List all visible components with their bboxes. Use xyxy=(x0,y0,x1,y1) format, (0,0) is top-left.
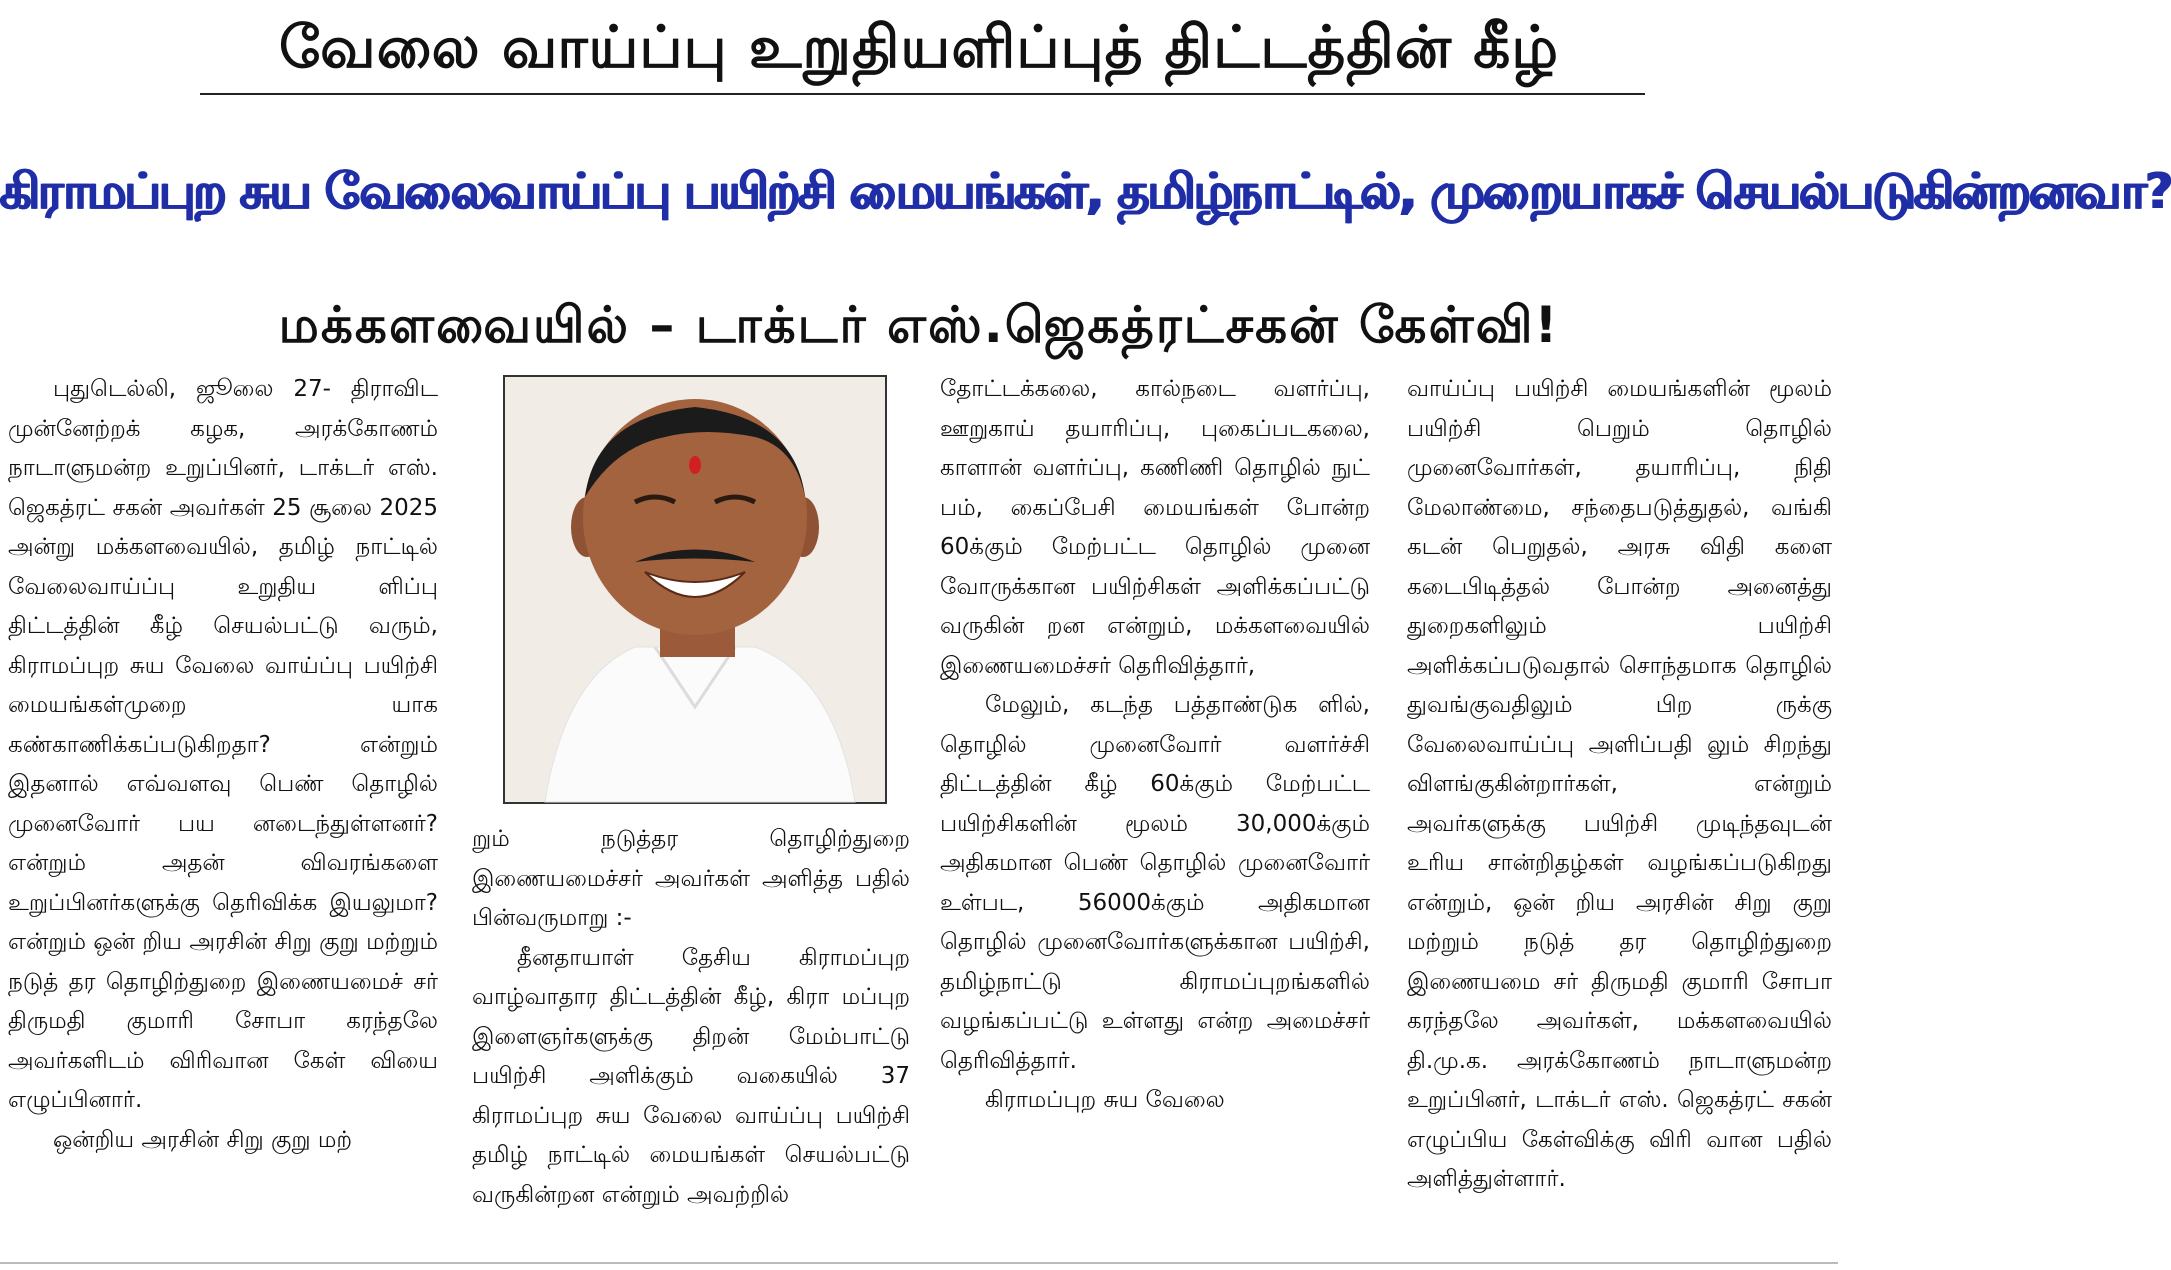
bottom-divider xyxy=(0,1262,1838,1264)
portrait-illustration xyxy=(505,377,885,802)
paragraph: தோட்டக்கலை, கால்நடை வளர்ப்பு, ஊறுகாய் தயாரிப்பு, புகைப்படகலை, காளான் வளர்ப்பு, கணிணி தொழில் நுட் பம், கைப்பேசி மையங்கள் போன்ற 60க்கும் மேற்பட்ட தொழில் முனை வோருக்கான பயிற்சிகள் அளிக்கப்பட்டு வருகின் றன என்றும், மக்களவையில் இணையமைச்சர் தெரிவித்தார், xyxy=(940,376,1370,679)
paragraph: தீனதாயாள் தேசிய கிராமப்புற வாழ்வாதார திட்டத்தின் கீழ், கிரா மப்புற இளைஞர்களுக்கு திறன் மேம்பாட்டு பயிற்சி அளிக்கும் வகையில் 37 கிராமப்புற சுய வேலை வாய்ப்பு பயிற்சி தமிழ் நாட்டில் மையங்கள் செயல்பட்டு வருகின்றன என்றும் அவற்றில் xyxy=(472,944,910,1208)
paragraph: றும் நடுத்தர தொழிற்துறை இணையமைச்சர் அவர்கள் அளித்த பதில் பின்வருமாறு :- xyxy=(472,826,910,931)
article-column-2 xyxy=(472,820,910,1215)
paragraph: கிராமப்புற சுய வேலை xyxy=(985,1087,1225,1113)
headline-title: கிராமப்புற சுய வேலைவாய்ப்பு பயிற்சி மையங்கள், தமிழ்நாட்டில், முறையாகச் செயல்படுகின்றனவா? xyxy=(0,163,2171,220)
headline-subtitle: மக்களவையில் – டாக்டர் எஸ்.ஜெகத்ரட்சகன் கேள்வி! xyxy=(278,296,1560,354)
article-column-1 xyxy=(8,370,438,1160)
paragraph: வாய்ப்பு பயிற்சி மையங்களின் மூலம் பயிற்சி பெறும் தொழில் முனைவோர்கள், தயாரிப்பு, நிதி மேலாண்மை, சந்தைபடுத்துதல், வங்கி கடன் பெறுதல், அரசு விதி களை கடைபிடித்தல் போன்ற அனைத்து துறைகளிலும் பயிற்சி அளிக்கப்படுவதால் சொந்தமாக தொழில் துவங்குவதிலும் பிற ருக்கு வேலைவாய்ப்பு அளிப்பதி லும் சிறந்து விளங்குகின்றார்கள், என்றும் அவர்களுக்கு பயிற்சி முடிந்தவுடன் உரிய சான்றிதழ்கள் வழங்கப்படுகிறது என்றும், ஒன் றிய அரசின் சிறு குறு மற்றும் நடுத் தர தொழிற்துறை இணையமை சர் திருமதி குமாரி சோபா கரந்தலே அவர்கள், மக்களவையில் தி.மு.க. அரக்கோணம் நாடாளுமன்ற உறுப்பினர், டாக்டர் எஸ். ஜெகத்ரட் சகன் எழுப்பிய கேள்விக்கு விரி வான பதில் அளித்துள்ளார். xyxy=(1407,376,1832,1192)
article-column-3 xyxy=(940,370,1370,1121)
paragraph: ஒன்றிய அரசின் சிறு குறு மற் xyxy=(53,1126,353,1153)
article-column-4 xyxy=(1407,370,1832,1200)
headline-kicker: வேலை வாய்ப்பு உறுதியளிப்புத் திட்டத்தின் கீழ் xyxy=(278,13,1560,81)
portrait-photo xyxy=(503,375,887,804)
headline-rule xyxy=(200,93,1645,95)
paragraph: புதுடெல்லி, ஜூலை 27- திராவிட முன்னேற்றக் கழக, அரக்கோணம் நாடாளுமன்ற உறுப்பினர், டாக்டர் எஸ். ஜெகத்ரட் சகன் அவர்கள் 25 சூலை 2025 அன்று மக்களவையில், தமிழ் நாட்டில் வேலைவாய்ப்பு உறுதிய ளிப்பு திட்டத்தின் கீழ் செயல்பட்டு வரும், கிராமப்புற சுய வேலை வாய்ப்பு பயிற்சி மையங்கள்முறை யாக கண்காணிக்கப்படுகிறதா? என்றும் இதனால் எவ்வளவு பெண் தொழில் முனைவோர் பய னடைந்துள்ளனர்? என்றும் அதன் விவரங்களை உறுப்பினர்களுக்கு தெரிவிக்க இயலுமா? என்றும் ஒன் றிய அரசின் சிறு குறு மற்றும் நடுத் தர தொழிற்துறை இணையமைச் சர் திருமதி குமாரி சோபா கரந்தலே அவர்களிடம் விரிவான கேள் வியை எழுப்பினார். xyxy=(8,376,438,1113)
paragraph: மேலும், கடந்த பத்தாண்டுக ளில், தொழில் முனைவோர் வளர்ச்சி திட்டத்தின் கீழ் 60க்கும் மேற்பட்ட பயிற்சிகளின் மூலம் 30,000க்கும் அதிகமான பெண் தொழில் முனைவோர் உள்பட, 56000க்கும் அதிகமான தொழில் முனைவோர்களுக்கான பயிற்சி, தமிழ்நாட்டு கிராமப்புறங்களில் வழங்கப்பட்டு உள்ளது என்ற அமைச்சர் தெரிவித்தார். xyxy=(940,692,1370,1074)
